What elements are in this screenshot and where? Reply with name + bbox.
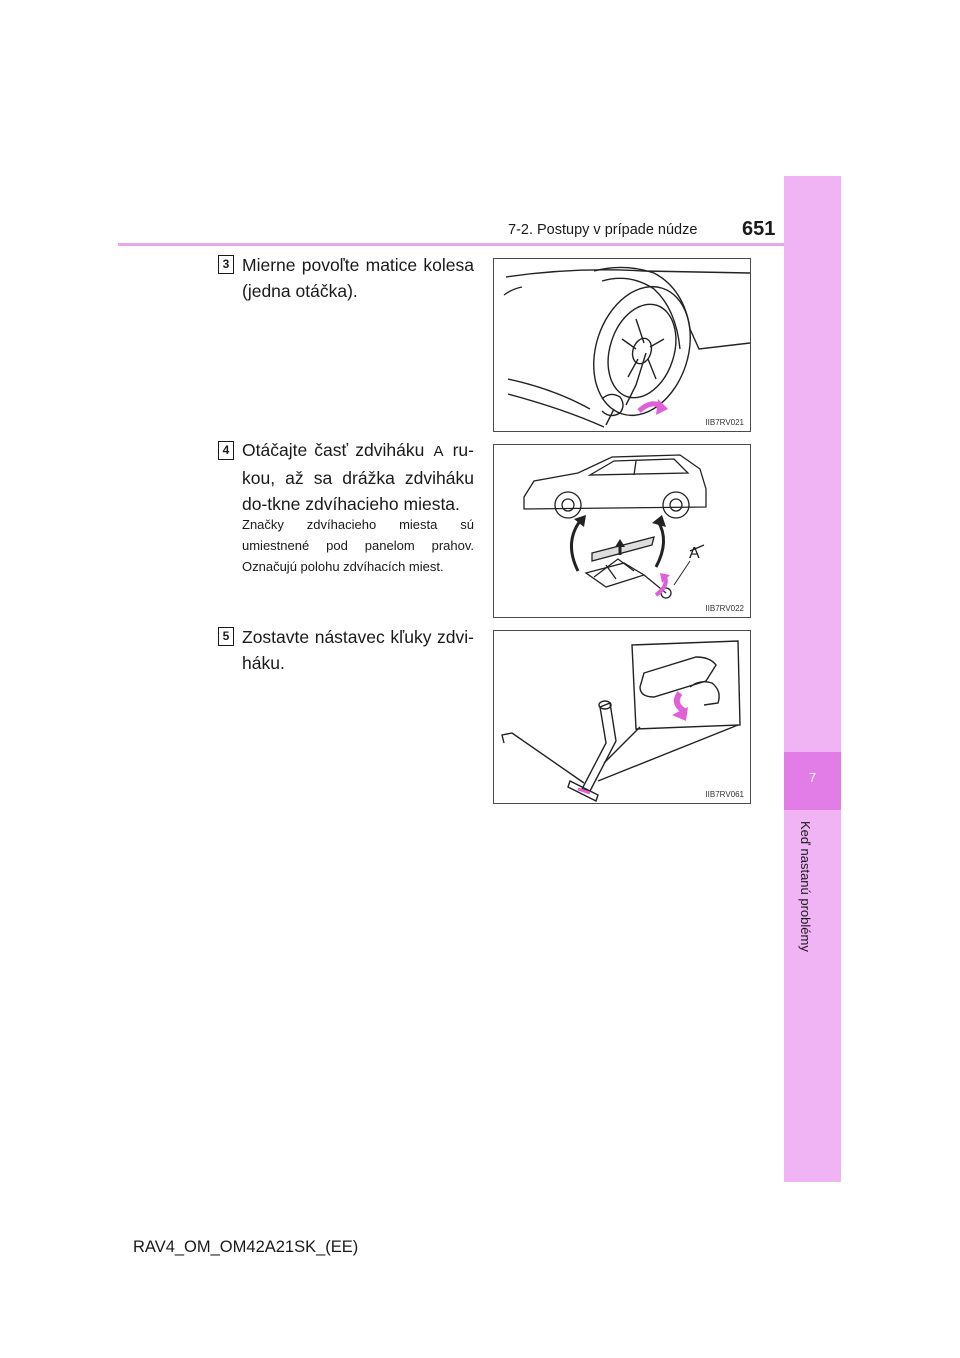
header-divider: [118, 243, 784, 246]
callout-a-reference: A: [433, 443, 444, 460]
section-title: 7-2. Postupy v prípade núdze: [508, 222, 698, 238]
figure-code: IIB7RV021: [705, 418, 744, 427]
figure-jack-position: [493, 444, 751, 618]
chapter-number: 7: [808, 770, 817, 785]
step-4-note: Značky zdvíhacieho miesta sú umiestnené pod panelom prahov. Označujú polohu zdvíhacích miest.: [242, 517, 474, 574]
wheel-wrench-illustration: [494, 259, 750, 431]
step-number-3: 3: [218, 255, 234, 274]
chapter-sidebar: [784, 176, 841, 1182]
figure-code: IIB7RV061: [705, 790, 744, 799]
figure-callout-a: A: [689, 545, 700, 562]
figure-loosen-wheel-nuts: [493, 258, 751, 432]
step-number-5: 5: [218, 627, 234, 646]
figure-assemble-jack-handle: [493, 630, 751, 804]
step-number-4: 4: [218, 441, 234, 460]
jack-handle-illustration: [494, 631, 750, 803]
page-number: 651: [742, 218, 776, 240]
chapter-title: Keď nastanú problémy: [798, 821, 813, 952]
car-jack-illustration: [494, 445, 750, 617]
figure-code: IIB7RV022: [705, 604, 744, 613]
step-4-text: [242, 437, 474, 517]
step-5-text: Zostavte nástavec kľuky zdvi-háku.: [242, 627, 474, 673]
step-3-text: Mierne povoľte matice kolesa (jedna otáčka).: [242, 255, 474, 301]
step-4-text-start: Otáčajte časť zdviháku: [242, 440, 425, 460]
step-4-text-end: ru-kou, až sa drážka zdviháku do-tkne zdvíhacieho miesta.: [242, 440, 474, 514]
document-code: RAV4_OM_OM42A21SK_(EE): [133, 1238, 359, 1256]
